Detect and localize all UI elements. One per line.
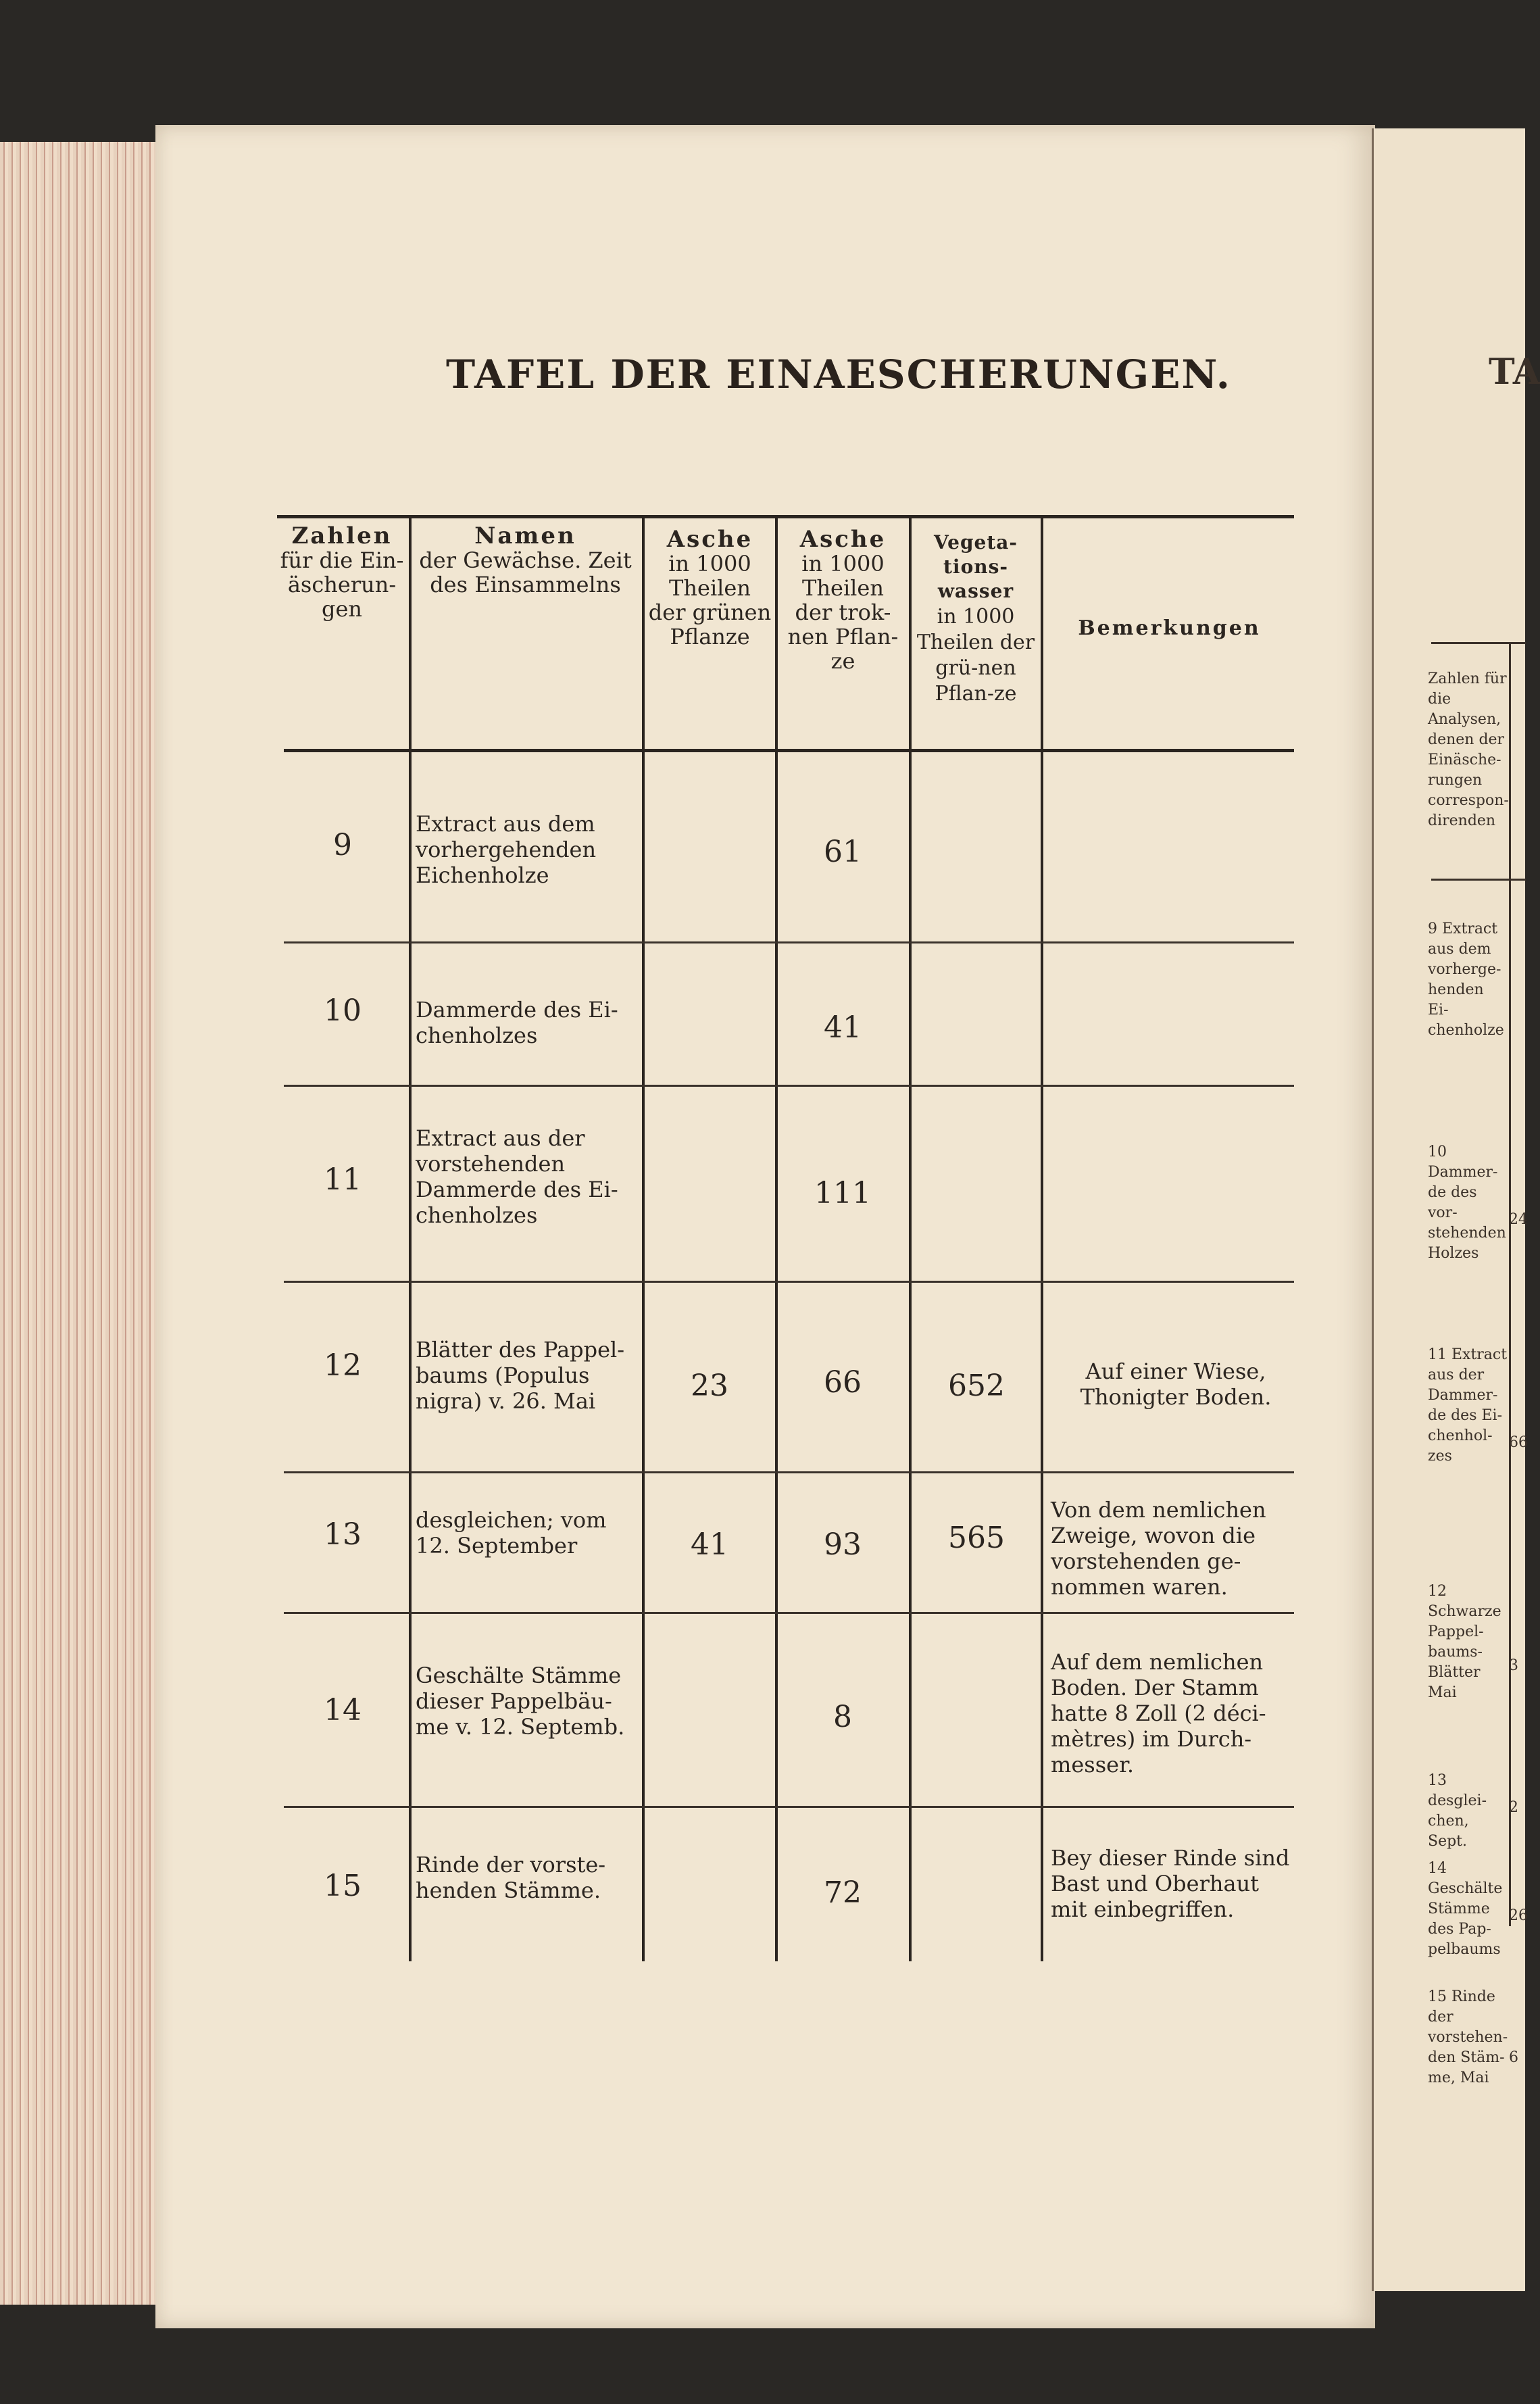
next-page-number: 3 [1509,1657,1518,1674]
next-page-number: 26 [1509,1907,1528,1924]
plant-name: Extract aus der vorstehenden Dammerde des Ei-chenholzes [416,1125,618,1228]
ash-dry: 111 [814,1176,871,1210]
next-page-title: TA [1489,351,1540,393]
next-page-entry: 9 Extract aus dem vorherge-henden Ei-chenholze [1428,921,1504,1039]
header-asche-trocken [780,527,905,673]
header-cap: Asche [799,526,887,553]
table-top-rule [277,515,1294,518]
plant-name: Geschälte Stämme dieser Pappelbäu-me v. 12. Septemb. [416,1663,625,1740]
header-rest: in 1000 Theilen der trok-nen Pflan-ze [787,551,899,674]
vegetation-water: 652 [948,1369,1005,1403]
ash-dry: 61 [824,835,862,869]
plant-name: Blätter des Pappel-baums (Populus nigra) v. 26. Mai [416,1337,625,1414]
ash-dry: 66 [824,1365,862,1400]
next-page-header: Zahlen für die Analysen, denen der Einäsche-rungen correspon-direnden [1428,670,1509,829]
header-cap: Bemerkungen [1078,616,1261,640]
book-page-edges [0,142,164,2305]
next-page-number: 24 [1509,1211,1528,1228]
remark: Von dem nemlichen Zweige, wovon die vorstehenden ge-nommen waren. [1051,1497,1266,1600]
remark: Bey dieser Rinde sind Bast und Oberhaut mit einbegriffen. [1051,1845,1290,1922]
header-zahlen [278,524,405,621]
ash-green: 41 [691,1527,728,1562]
column-rule [409,515,412,1961]
ash-dry: 8 [833,1700,852,1734]
header-namen [416,524,635,597]
header-bemerkungen [1046,616,1293,641]
next-page-entry: 12 Schwarze Pappel-baums-Blätter Mai [1428,1583,1501,1701]
header-cap: Asche [666,526,753,553]
table-header-rule [284,749,1294,752]
header-rest: in 1000 Theilen der grünen Pflanze [648,551,772,649]
next-page-entry: 11 Extract aus der Dammer-de des Ei-chenhol-zes [1428,1346,1508,1465]
next-page-column-rule [1509,642,1511,1926]
next-page-number: 66 [1509,1434,1528,1451]
remark: Auf einer Wiese, Thonigter Boden. [1080,1358,1272,1410]
row-number: 14 [324,1693,362,1727]
next-page-entry: 13 desglei-chen, Sept. [1428,1772,1487,1850]
column-rule [909,515,912,1961]
row-separator [284,1085,1294,1087]
plant-name: desgleichen; vom 12. September [416,1507,607,1559]
ash-dry: 41 [824,1010,862,1045]
ash-green: 23 [691,1369,728,1403]
remark: Auf dem nemlichen Boden. Der Stamm hatte 8 Zoll (2 déci-mètres) im Durch-messer. [1051,1649,1266,1777]
row-number: 10 [324,994,362,1028]
row-separator [284,1281,1294,1283]
next-page-fragment [1372,128,1540,2291]
next-page-rule [1431,642,1526,644]
row-separator [284,1612,1294,1614]
page-title: TAFEL DER EINAESCHERUNGEN. [446,351,1231,397]
header-cap: Zahlen [291,522,393,549]
plant-name: Rinde der vorste-henden Stämme. [416,1852,606,1903]
next-page-entry: 10 Dammer-de des vor-stehenden Holzes [1428,1144,1506,1262]
header-vegetationswasser [914,531,1038,706]
header-cap: Namen [474,522,576,549]
next-page-entry: 14 Geschälte Stämme des Pap-pelbaums [1428,1860,1503,1958]
plant-name: Dammerde des Ei-chenholzes [416,997,618,1048]
header-rest: für die Ein-äscherun-gen [280,547,404,622]
row-separator [284,1471,1294,1473]
header-rest: in 1000 Theilen der grü-nen Pflan-ze [916,605,1035,706]
next-page-number: 2 [1509,1799,1518,1816]
row-number: 13 [324,1517,362,1552]
row-number: 12 [324,1348,362,1383]
column-rule [1041,515,1043,1961]
book-page [155,125,1375,2328]
header-rest: der Gewächse. Zeit des Einsammelns [419,547,632,597]
header-asche-gruen [647,527,772,649]
header-cap: Vegeta-tions-wasser [933,531,1018,602]
column-rule [775,515,778,1961]
row-separator [284,941,1294,943]
row-separator [284,1806,1294,1808]
next-page-number: 6 [1509,2049,1518,2066]
row-number: 11 [324,1162,362,1197]
plant-name: Extract aus dem vorhergehenden Eichenholze [416,811,597,888]
ash-dry: 72 [824,1875,862,1910]
vegetation-water: 565 [948,1521,1005,1555]
row-number: 9 [333,828,352,862]
column-rule [642,515,645,1961]
ash-dry: 93 [824,1527,862,1562]
next-page-entry: 15 Rinde der vorstehen-den Stäm-me, Mai [1428,1988,1508,2086]
row-number: 15 [324,1869,362,1903]
next-page-rule [1431,879,1526,881]
